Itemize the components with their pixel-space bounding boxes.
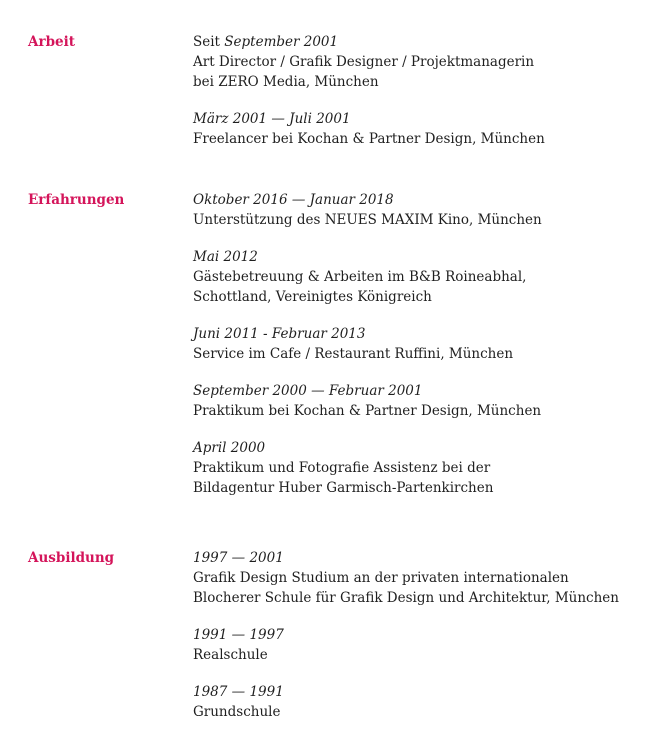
entry — [193, 381, 653, 421]
entry-list — [193, 548, 653, 722]
entry-date — [193, 32, 653, 52]
entry-date: Juni 2011 - Februar 2013 — [193, 326, 366, 342]
entry-date: 1997 — 2001 — [193, 550, 284, 566]
entry — [193, 247, 653, 307]
entry-date: September 2000 — Februar 2001 — [193, 383, 423, 399]
entry-description: Praktikum und Fotografie Assistenz bei der — [193, 460, 491, 476]
entry-description: Realschule — [193, 647, 268, 663]
entry — [193, 682, 653, 722]
entry — [193, 190, 653, 230]
entry-description: Service im Cafe / Restaurant Ruffini, München — [193, 346, 514, 362]
date-text: September 2001 — [224, 34, 339, 50]
entry-date: 1987 — 1991 — [193, 684, 284, 700]
entry — [193, 109, 653, 149]
entry-description: Blocherer Schule für Grafik Design und Architektur, München — [193, 590, 619, 606]
date-prefix: Seit — [193, 34, 225, 50]
entry — [193, 438, 653, 498]
entry-date: April 2000 — [193, 440, 266, 456]
entry-description: Grafik Design Studium an der privaten internationalen — [193, 570, 569, 586]
entry-date: Mai 2012 — [193, 249, 258, 265]
entry — [193, 625, 653, 665]
entry-description: Unterstützung des NEUES MAXIM Kino, München — [193, 212, 542, 228]
entry-description: Freelancer bei Kochan & Partner Design, München — [193, 131, 545, 147]
entry-description: Grundschule — [193, 704, 281, 720]
entry-description: Gästebetreuung & Arbeiten im B&B Roineabhal, — [193, 269, 527, 285]
entry-description: Praktikum bei Kochan & Partner Design, München — [193, 403, 542, 419]
section-title: Arbeit — [28, 34, 75, 50]
entry-list — [193, 190, 653, 498]
entry-list — [193, 32, 653, 149]
entry-description: Bildagentur Huber Garmisch-Partenkirchen — [193, 480, 494, 496]
entry — [193, 32, 653, 92]
entry-description: bei ZERO Media, München — [193, 74, 379, 90]
entry-date: 1991 — 1997 — [193, 627, 284, 643]
entry-description: Schottland, Vereinigtes Königreich — [193, 289, 432, 305]
entry-description: Art Director / Grafik Designer / Projektmanagerin — [193, 54, 535, 70]
entry — [193, 548, 653, 608]
section-title: Erfahrungen — [28, 192, 125, 208]
entry-date: Oktober 2016 — Januar 2018 — [193, 192, 394, 208]
entry-date: März 2001 — Juli 2001 — [193, 111, 351, 127]
entry — [193, 324, 653, 364]
section-title: Ausbildung — [28, 550, 115, 566]
